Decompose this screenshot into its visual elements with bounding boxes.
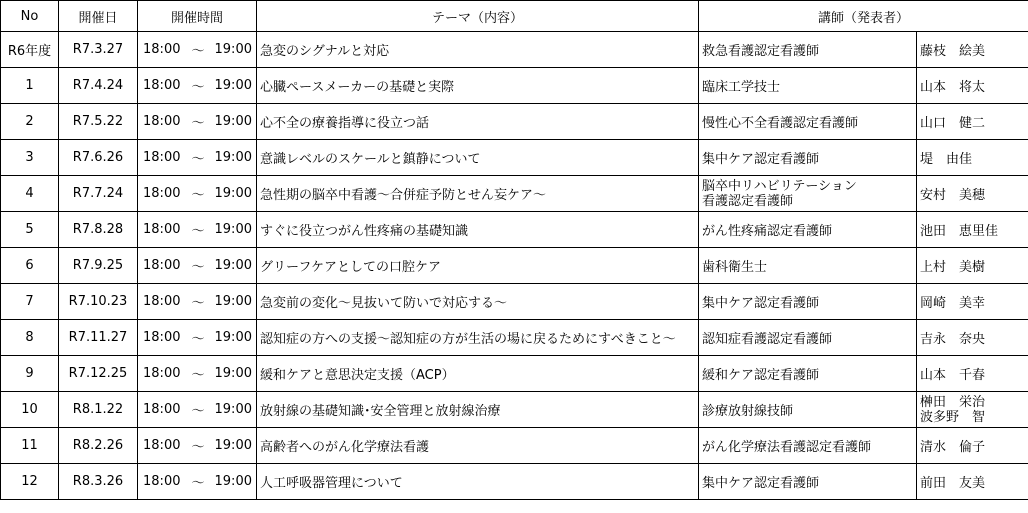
table-row <box>1 32 1028 68</box>
header-lecturer: 講師（発表者） <box>699 1 1028 32</box>
row-no: 10 <box>1 392 59 428</box>
row-lecturer-name <box>917 320 1028 356</box>
table-header-row <box>1 1 1028 32</box>
row-theme: 急変前の変化～見抜いて防いで対応する～ <box>257 284 699 320</box>
row-time-separator: ～ <box>186 284 211 320</box>
lecturer-role-line: 緩和ケア認定看護師 <box>702 368 820 383</box>
table-body <box>1 32 1028 500</box>
lecturer-role-line: がん化学療法看護認定看護師 <box>702 440 872 455</box>
lecturer-name-line: 吉永 奈央 <box>920 332 986 347</box>
lecturer-role-line: 脳卒中リハビリテーション <box>702 178 857 194</box>
row-end-time: 19:00 <box>211 428 257 464</box>
row-lecturer-name <box>917 140 1028 176</box>
row-start-time: 18:00 <box>138 176 186 212</box>
lecturer-name-line: 山口 健二 <box>920 116 986 131</box>
row-theme: 認知症の方への支援～認知症の方が生活の場に戻るためにすべきこと～ <box>257 320 699 356</box>
row-date: R7.6.26 <box>59 140 138 176</box>
row-date: R7.9.25 <box>59 248 138 284</box>
row-theme: 緩和ケアと意思決定支援（ACP） <box>257 356 699 392</box>
row-lecturer-role <box>699 356 917 392</box>
row-lecturer-role <box>699 320 917 356</box>
row-start-time: 18:00 <box>138 284 186 320</box>
row-theme: 意識レベルのスケールと鎮静について <box>257 140 699 176</box>
table-row <box>1 176 1028 212</box>
row-lecturer-role <box>699 392 917 428</box>
row-lecturer-name <box>917 428 1028 464</box>
lecturer-role-line: 集中ケア認定看護師 <box>702 296 820 311</box>
header-date: 開催日 <box>59 1 138 32</box>
table-row <box>1 140 1028 176</box>
lecturer-role-line: 慢性心不全看護認定看護師 <box>702 116 859 131</box>
row-lecturer-role <box>699 176 917 212</box>
row-time-separator: ～ <box>186 212 211 248</box>
row-no: R6年度 <box>1 32 59 68</box>
row-date: R8.2.26 <box>59 428 138 464</box>
lecturer-role-line: 歯科衛生士 <box>702 260 768 275</box>
row-lecturer-name <box>917 464 1028 500</box>
row-time-separator: ～ <box>186 176 211 212</box>
row-date: R7.3.27 <box>59 32 138 68</box>
header-time: 開催時間 <box>138 1 257 32</box>
row-theme: 放射線の基礎知識･安全管理と放射線治療 <box>257 392 699 428</box>
row-lecturer-name <box>917 32 1028 68</box>
row-theme: グリーフケアとしての口腔ケア <box>257 248 699 284</box>
row-time-separator: ～ <box>186 68 211 104</box>
row-date: R7.11.27 <box>59 320 138 356</box>
row-lecturer-name <box>917 248 1028 284</box>
row-no: 12 <box>1 464 59 500</box>
lecturer-name-line: 前田 友美 <box>920 476 986 491</box>
table-row <box>1 248 1028 284</box>
lecturer-name-line: 池田 恵里佳 <box>920 224 999 239</box>
row-lecturer-role <box>699 68 917 104</box>
row-lecturer-name <box>917 212 1028 248</box>
row-no: 7 <box>1 284 59 320</box>
lecturer-role-line: 集中ケア認定看護師 <box>702 152 820 167</box>
row-lecturer-name <box>917 104 1028 140</box>
row-end-time: 19:00 <box>211 284 257 320</box>
row-end-time: 19:00 <box>211 248 257 284</box>
lecturer-role-line: 看護認定看護師 <box>702 193 794 209</box>
row-no: 8 <box>1 320 59 356</box>
row-start-time: 18:00 <box>138 140 186 176</box>
row-date: R8.3.26 <box>59 464 138 500</box>
row-start-time: 18:00 <box>138 32 186 68</box>
row-lecturer-role <box>699 104 917 140</box>
table-row <box>1 212 1028 248</box>
row-date: R7.5.22 <box>59 104 138 140</box>
row-start-time: 18:00 <box>138 428 186 464</box>
row-lecturer-role <box>699 32 917 68</box>
row-no: 9 <box>1 356 59 392</box>
row-date: R7.4.24 <box>59 68 138 104</box>
table-row <box>1 464 1028 500</box>
row-time-separator: ～ <box>186 356 211 392</box>
row-no: 2 <box>1 104 59 140</box>
row-theme: 急変のシグナルと対応 <box>257 32 699 68</box>
row-start-time: 18:00 <box>138 356 186 392</box>
table-row <box>1 104 1028 140</box>
lecturer-name-line: 山本 将太 <box>920 80 986 95</box>
row-time-separator: ～ <box>186 32 211 68</box>
row-start-time: 18:00 <box>138 320 186 356</box>
table-row <box>1 356 1028 392</box>
row-theme: 高齢者へのがん化学療法看護 <box>257 428 699 464</box>
row-theme: すぐに役立つがん性疼痛の基礎知識 <box>257 212 699 248</box>
lecturer-role-line: 診療放射線技師 <box>702 404 794 419</box>
row-time-separator: ～ <box>186 428 211 464</box>
row-theme: 心不全の療養指導に役立つ話 <box>257 104 699 140</box>
header-theme: テーマ（内容） <box>257 1 699 32</box>
row-end-time: 19:00 <box>211 32 257 68</box>
row-end-time: 19:00 <box>211 464 257 500</box>
lecturer-name-line: 安村 美穂 <box>920 188 986 203</box>
lecturer-role-line: 救急看護認定看護師 <box>702 44 820 59</box>
row-theme: 心臓ペースメーカーの基礎と実際 <box>257 68 699 104</box>
row-date: R8.1.22 <box>59 392 138 428</box>
row-lecturer-name <box>917 356 1028 392</box>
row-lecturer-role <box>699 212 917 248</box>
row-start-time: 18:00 <box>138 464 186 500</box>
lecturer-role-line: 臨床工学技士 <box>702 80 781 95</box>
row-lecturer-name <box>917 68 1028 104</box>
lecturer-name-line: 上村 美樹 <box>920 260 986 275</box>
table-row <box>1 392 1028 428</box>
row-start-time: 18:00 <box>138 104 186 140</box>
table-row <box>1 428 1028 464</box>
row-lecturer-name <box>917 392 1028 428</box>
table-row <box>1 320 1028 356</box>
row-time-separator: ～ <box>186 140 211 176</box>
row-start-time: 18:00 <box>138 68 186 104</box>
lecturer-name-line: 山本 千春 <box>920 368 986 383</box>
lecturer-name-line: 波多野 智 <box>920 409 986 425</box>
row-lecturer-name <box>917 284 1028 320</box>
row-date: R7.12.25 <box>59 356 138 392</box>
row-end-time: 19:00 <box>211 392 257 428</box>
row-lecturer-role <box>699 284 917 320</box>
row-time-separator: ～ <box>186 320 211 356</box>
row-no: 1 <box>1 68 59 104</box>
row-lecturer-role <box>699 140 917 176</box>
row-lecturer-role <box>699 464 917 500</box>
lecturer-name-line: 榊田 栄治 <box>920 394 986 410</box>
row-lecturer-role <box>699 428 917 464</box>
row-date: R7.10.23 <box>59 284 138 320</box>
row-date: R7.8.28 <box>59 212 138 248</box>
row-time-separator: ～ <box>186 104 211 140</box>
table-row <box>1 284 1028 320</box>
row-start-time: 18:00 <box>138 212 186 248</box>
lecturer-role-line: 認知症看護認定看護師 <box>702 332 833 347</box>
row-theme: 人工呼吸器管理について <box>257 464 699 500</box>
row-theme: 急性期の脳卒中看護～合併症予防とせん妄ケア～ <box>257 176 699 212</box>
lecturer-name-line: 藤枝 絵美 <box>920 44 986 59</box>
row-time-separator: ～ <box>186 464 211 500</box>
row-end-time: 19:00 <box>211 68 257 104</box>
table-row <box>1 68 1028 104</box>
row-time-separator: ～ <box>186 392 211 428</box>
row-end-time: 19:00 <box>211 320 257 356</box>
row-no: 5 <box>1 212 59 248</box>
row-end-time: 19:00 <box>211 176 257 212</box>
row-start-time: 18:00 <box>138 392 186 428</box>
row-time-separator: ～ <box>186 248 211 284</box>
row-end-time: 19:00 <box>211 356 257 392</box>
row-lecturer-name <box>917 176 1028 212</box>
row-no: 3 <box>1 140 59 176</box>
row-end-time: 19:00 <box>211 212 257 248</box>
row-date: R7.7.24 <box>59 176 138 212</box>
row-no: 4 <box>1 176 59 212</box>
row-end-time: 19:00 <box>211 104 257 140</box>
row-end-time: 19:00 <box>211 140 257 176</box>
lecturer-name-line: 岡崎 美幸 <box>920 296 986 311</box>
lecturer-name-line: 堤 由佳 <box>920 152 973 167</box>
header-no: No <box>1 1 59 32</box>
row-lecturer-role <box>699 248 917 284</box>
lecturer-name-line: 清水 倫子 <box>920 440 986 455</box>
lecturer-role-line: がん性疼痛認定看護師 <box>702 224 833 239</box>
lecturer-role-line: 集中ケア認定看護師 <box>702 476 820 491</box>
row-no: 11 <box>1 428 59 464</box>
row-no: 6 <box>1 248 59 284</box>
row-start-time: 18:00 <box>138 248 186 284</box>
